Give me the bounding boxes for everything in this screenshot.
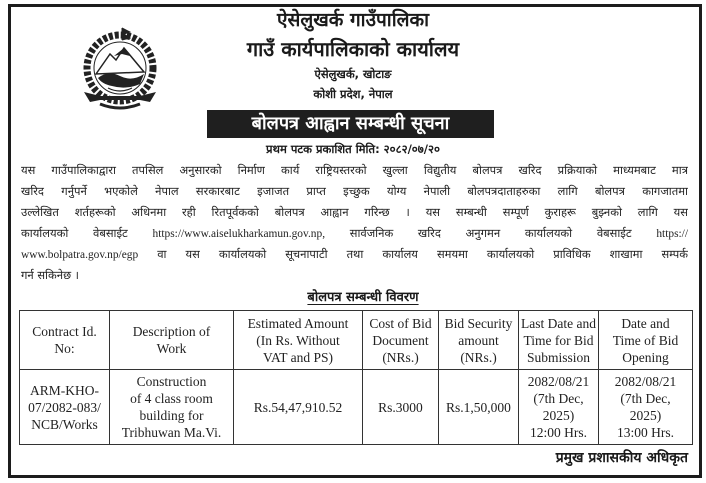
body-line: [21, 223, 688, 244]
signatory-title: प्रमुख प्रशासकीय अधिकृत: [555, 450, 688, 466]
ppmo-website-link-part1[interactable]: https://: [656, 228, 688, 240]
column-header-estimated-amount: Estimated Amount (In Rs. Without VAT and PS): [234, 311, 363, 370]
nepal-emblem-icon: [78, 24, 162, 114]
table-header-row: [20, 311, 693, 370]
details-heading: बोलपत्र सम्बन्धी विवरण: [307, 290, 419, 305]
notice-title: बोलपत्र आह्वान सम्बन्धी सूचना: [207, 110, 494, 138]
office-location: ऐसेलुखर्क, खोटाङ: [314, 67, 392, 81]
cell-opening-date: 2082/08/21 (7th Dec, 2025) 13:00 Hrs.: [599, 370, 693, 445]
letterhead: [200, 6, 506, 104]
municipality-name: ऐसेलुखर्क गाउँपालिका: [276, 9, 430, 31]
body-text-segment: वा यस कार्यालयको सूचनापाटी तथा कार्यालय समयमा कार्यालयको प्राविधिक शाखामा सम्पर्क: [157, 247, 688, 261]
body-line: गर्न सकिनेछ ।: [21, 268, 79, 282]
column-header-bid-security: Bid Security amount (NRs.): [439, 311, 519, 370]
cell-submission-date: 2082/08/21 (7th Dec, 2025) 12:00 Hrs.: [519, 370, 599, 445]
cell-description: Construction of 4 class room building for Tribhuwan Ma.Vi.: [110, 370, 234, 445]
body-text-segment: कार्यालयको वेबसाईट: [21, 226, 128, 240]
column-header-opening-date: Date and Time of Bid Opening: [599, 311, 693, 370]
column-header-submission-date: Last Date and Time for Bid Submission: [519, 311, 599, 370]
body-text-segment: सार्वजनिक खरिद अनुगमन कार्यालयको वेबसाईट: [349, 226, 632, 240]
cell-contract-id: ARM-KHO- 07/2082-083/ NCB/Works: [20, 370, 110, 445]
cell-bid-security: Rs.1,50,000: [439, 370, 519, 445]
municipality-website-link[interactable]: https://www.aiselukharkamun.gov.np,: [152, 228, 326, 240]
column-header-bid-doc-cost: Cost of Bid Document (NRs.): [363, 311, 439, 370]
province-country: कोशी प्रदेश, नेपाल: [313, 87, 393, 101]
table-row: [20, 370, 693, 445]
column-header-description: Description of Work: [110, 311, 234, 370]
office-name: गाउँ कार्यपालिकाको कार्यालय: [246, 37, 460, 61]
notice-body: [21, 160, 688, 286]
body-line: [21, 244, 688, 265]
body-line: खरिद गर्नुपर्ने भएकोले नेपाल सरकारबाट इजाजत प्राप्त इच्छुक योग्य नेपाली बोलपत्रदाताहरुका लागि बोलपत्र कागजातमा: [21, 184, 688, 198]
ppmo-website-link-part2[interactable]: www.bolpatra.gov.np/egp: [21, 249, 139, 261]
body-line: यस गाउँपालिकाद्वारा तपसिल अनुसारको निर्माण कार्य राष्ट्रियस्तरको खुल्ला विद्युतीय बोलपत्र खरिद प्रक्रियाको माध्यमबाट मात्र: [21, 163, 688, 177]
tender-details-table: [19, 310, 693, 445]
cell-bid-doc-cost: Rs.3000: [363, 370, 439, 445]
column-header-contract-id: Contract Id. No:: [20, 311, 110, 370]
cell-estimated-amount: Rs.54,47,910.52: [234, 370, 363, 445]
publication-date: प्रथम पटक प्रकाशित मिति: २०८२/०७/२०: [266, 142, 440, 156]
body-line: उल्लेखित शर्तहरूको अधिनमा रही रितपूर्वकको बोलपत्र आह्वान गरिन्छ । यस सम्बन्धी सम्पूर्ण कुराहरू बुझ्नको लागि यस: [21, 205, 688, 219]
